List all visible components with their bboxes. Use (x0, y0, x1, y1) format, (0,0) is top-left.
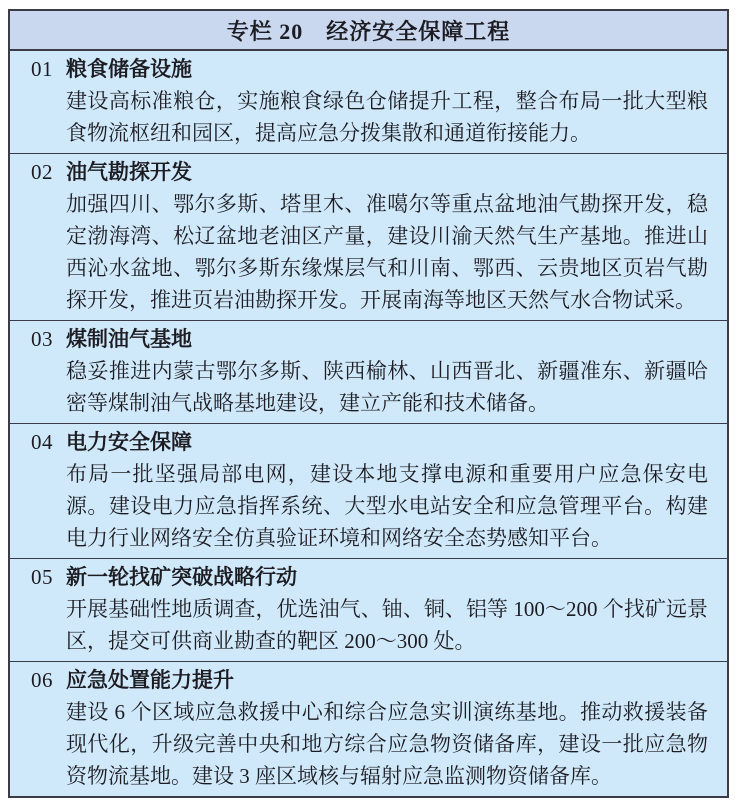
section-body: 布局一批坚强局部电网，建设本地支撑电源和重要用户应急保安电源。建设电力应急指挥系统、大型水电站安全和应急管理平台。构建电力行业网络安全仿真验证环境和网络安全态势感知平台。 (66, 462, 708, 550)
section-power-security (10, 424, 727, 559)
section-grain-reserve (10, 51, 727, 154)
section-title: 煤制油气基地 (66, 327, 192, 351)
infobox-panel (8, 9, 729, 798)
section-title: 粮食储备设施 (66, 57, 192, 81)
section-number: 06 (31, 668, 53, 692)
section-title: 应急处置能力提升 (66, 668, 234, 692)
section-emergency-response (10, 662, 727, 796)
section-oil-gas-exploration (10, 154, 727, 321)
section-coal-to-oil-gas-base (10, 321, 727, 424)
section-body: 开展基础性地质调查，优选油气、铀、铜、铝等 100～200 个找矿远景区，提交可供商业勘查的靶区 200～300 处。 (66, 597, 708, 653)
section-mineral-prospecting (10, 559, 727, 662)
section-number: 02 (31, 160, 53, 184)
panel-title: 专栏 20 经济安全保障工程 (226, 18, 511, 44)
section-body: 稳妥推进内蒙古鄂尔多斯、陕西榆林、山西晋北、新疆准东、新疆哈密等煤制油气战略基地建设，建立产能和技术储备。 (66, 359, 708, 415)
section-number: 03 (31, 327, 53, 351)
section-number: 01 (31, 57, 53, 81)
section-heading (10, 53, 708, 85)
section-heading (10, 323, 708, 355)
section-heading (10, 664, 708, 696)
section-number: 05 (31, 565, 53, 589)
section-heading (10, 156, 708, 188)
section-title: 新一轮找矿突破战略行动 (66, 565, 297, 589)
section-title: 电力安全保障 (66, 430, 192, 454)
section-body: 加强四川、鄂尔多斯、塔里木、准噶尔等重点盆地油气勘探开发，稳定渤海湾、松辽盆地老油区产量，建设川渝天然气生产基地。推进山西沁水盆地、鄂尔多斯东缘煤层气和川南、鄂西、云贵地区页岩气勘探开发，推进页岩油勘探开发。开展南海等地区天然气水合物试采。 (66, 192, 708, 312)
section-heading (10, 561, 708, 593)
section-heading (10, 426, 708, 458)
section-number: 04 (31, 430, 53, 454)
panel-header (10, 11, 727, 51)
section-title: 油气勘探开发 (66, 160, 192, 184)
section-body: 建设高标准粮仓，实施粮食绿色仓储提升工程，整合布局一批大型粮食物流枢纽和园区，提高应急分拨集散和通道衔接能力。 (66, 89, 708, 145)
section-body: 建设 6 个区域应急救援中心和综合应急实训演练基地。推动救援装备现代化，升级完善中央和地方综合应急物资储备库，建设一批应急物资物流基地。建设 3 座区域核与辐射应急监测物资储备库。 (66, 700, 708, 788)
